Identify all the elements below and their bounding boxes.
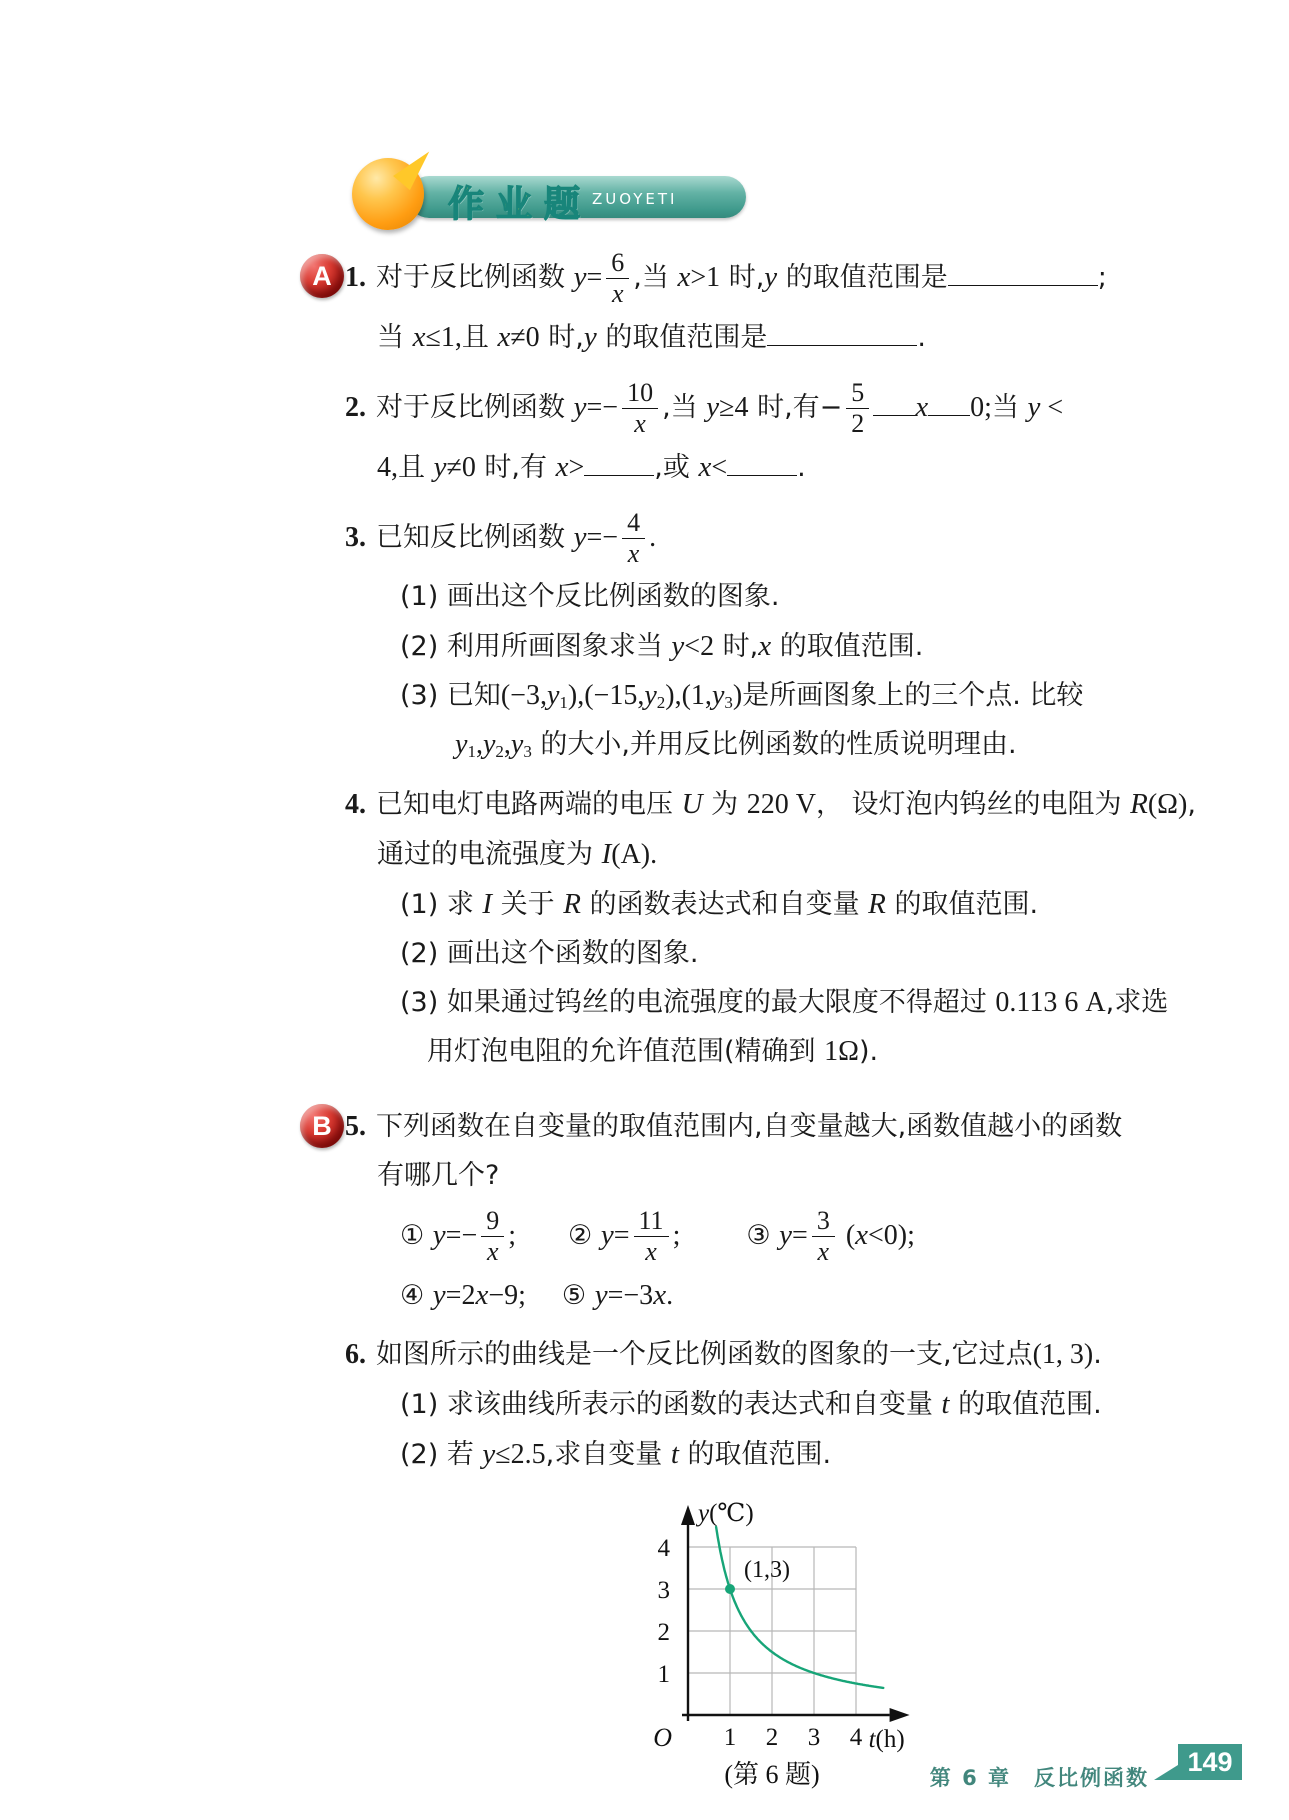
page-badge-triangle bbox=[1154, 1765, 1178, 1780]
problem-1-line-1 bbox=[300, 244, 1179, 314]
problem-6 bbox=[300, 1332, 1179, 1481]
problem-5-number: 5. bbox=[345, 1111, 366, 1142]
svg-text:2: 2 bbox=[765, 1724, 779, 1751]
problem-4-number: 4. bbox=[345, 789, 366, 820]
svg-text:4: 4 bbox=[849, 1724, 863, 1751]
problem-5-text-1: 下列函数在自变量的取值范围内,自变量越大,函数值越小的函数 bbox=[376, 1111, 1123, 1142]
problem-5-text-3: ① y=− $\frac{9}{x}$ ; ② y= $\frac{11}{x}$ ; ③ y= $\frac{3}{x}$ (x<0); bbox=[400, 1206, 915, 1266]
section-a-badge bbox=[300, 254, 344, 298]
page-number-badge bbox=[1178, 1744, 1242, 1780]
svg-text:t(h): t(h) bbox=[868, 1726, 905, 1753]
svg-text:O: O bbox=[653, 1723, 672, 1752]
problem-3-text-5: $y_1,y_2,y_3$ 的大小,并用反比例函数的性质说明理由. bbox=[455, 729, 1017, 762]
problem-3-text-4: (3) 已知$(-3,y_1),(-15,y_2),(1,y_3)$是所画图象上的三个点. 比较 bbox=[400, 680, 1084, 713]
problem-2-number: 2. bbox=[345, 392, 366, 423]
section-b bbox=[300, 1104, 1179, 1795]
problem-1-line-2 bbox=[300, 314, 1179, 364]
problem-3-text-3: (2) 利用所画图象求当 y<2 时,x 的取值范围. bbox=[400, 630, 924, 662]
svg-text:2: 2 bbox=[657, 1619, 670, 1646]
section-b-badge bbox=[300, 1104, 344, 1148]
svg-text:3: 3 bbox=[807, 1724, 821, 1751]
problem-6-text-3: (2) 若 y≤2.5,求自变量 t 的取值范围. bbox=[400, 1438, 832, 1470]
chapter-label: 第 6 章 反比例函数 bbox=[929, 1766, 1149, 1790]
problem-6-line-1 bbox=[300, 1332, 1179, 1381]
svg-text:(第 6 题): (第 6 题) bbox=[724, 1760, 820, 1789]
problem-3-line-1 bbox=[300, 504, 1179, 574]
problem-2-line-1 bbox=[300, 374, 1179, 444]
section-a-badge-letter: A bbox=[312, 260, 332, 291]
problem-4-text-5: (3) 如果通过钨丝的电流强度的最大限度不得超过 0.113 6 A,求选 bbox=[400, 987, 1169, 1018]
problem-4-item-3 bbox=[300, 980, 1179, 1029]
problem-5-line-2 bbox=[300, 1153, 1179, 1202]
problem-3-text-2: (1) 画出这个反比例函数的图象. bbox=[400, 581, 780, 612]
section-b-badge-letter: B bbox=[312, 1110, 332, 1141]
chart-figure-q6 bbox=[558, 1491, 1179, 1795]
problem-5-options-1 bbox=[300, 1202, 1179, 1272]
problem-2-line-2 bbox=[300, 444, 1179, 494]
problem-4-text-6: 用灯泡电阻的允许值范围(精确到 1Ω). bbox=[427, 1036, 879, 1067]
problem-4-item-1 bbox=[300, 881, 1179, 931]
problem-1-text-2: 当 x≤1,且 x≠0 时,y 的取值范围是 . bbox=[377, 321, 926, 353]
problem-4 bbox=[300, 781, 1196, 1078]
svg-text:(1,3): (1,3) bbox=[744, 1557, 790, 1583]
section-header bbox=[300, 150, 1179, 234]
problem-5-line-1 bbox=[300, 1104, 1179, 1153]
problem-6-item-2 bbox=[300, 1431, 1179, 1481]
problem-5-options-2 bbox=[300, 1272, 1179, 1322]
page-number: 149 bbox=[1187, 1746, 1233, 1777]
problem-3-item-3-cont bbox=[300, 722, 1179, 771]
svg-text:3: 3 bbox=[657, 1577, 670, 1604]
problem-3-item-3 bbox=[300, 673, 1179, 722]
header-title: 作业题 bbox=[448, 184, 593, 225]
problem-6-number: 6. bbox=[345, 1339, 366, 1370]
section-a bbox=[300, 244, 1196, 1078]
hyperbola-chart bbox=[558, 1491, 938, 1791]
svg-text:y(℃): y(℃) bbox=[698, 1500, 754, 1527]
problem-4-text-4: (2) 画出这个函数的图象. bbox=[400, 938, 699, 969]
svg-text:1: 1 bbox=[723, 1724, 737, 1751]
problem-2-text-2: 4,且 y≠0 时,有 x> ,或 x< . bbox=[377, 451, 806, 483]
problem-5 bbox=[300, 1104, 1179, 1322]
problem-4-text-3: (1) 求 I 关于 R 的函数表达式和自变量 R 的取值范围. bbox=[400, 888, 1039, 920]
problem-4-text-2: 通过的电流强度为 I(A). bbox=[377, 838, 658, 870]
problem-1-number: 1. bbox=[345, 262, 366, 293]
problem-2-text-1: 对于反比例函数 y=− $\frac{10}{x}$ ,当 y≥4 时,有− $\frac{5}{2}$ x 0;当 y < bbox=[376, 378, 1064, 438]
problem-6-item-1 bbox=[300, 1381, 1179, 1431]
svg-text:4: 4 bbox=[657, 1535, 670, 1562]
problem-6-text-2: (1) 求该曲线所表示的函数的表达式和自变量 t 的取值范围. bbox=[400, 1388, 1102, 1420]
problem-1-text-1: 对于反比例函数 y= $\frac{6}{x}$ ,当 x>1 时,y 的取值范围是 ; bbox=[376, 248, 1107, 308]
problem-3 bbox=[300, 504, 1179, 771]
problem-4-item-2 bbox=[300, 931, 1179, 980]
problem-6-text-1: 如图所示的曲线是一个反比例函数的图象的一支,它过点(1, 3). bbox=[376, 1339, 1102, 1370]
problem-1 bbox=[300, 244, 1179, 364]
problem-4-item-3-cont bbox=[300, 1029, 1179, 1078]
problem-5-text-4: ④ y=2x−9; ⑤ y=−3x. bbox=[400, 1279, 674, 1311]
problem-3-item-1 bbox=[300, 574, 1179, 623]
problem-4-line-1 bbox=[300, 781, 1196, 831]
problem-3-number: 3. bbox=[345, 522, 366, 553]
problem-4-text-1: 已知电灯电路两端的电压 U 为 220 V， 设灯泡内钨丝的电阻为 R(Ω), bbox=[376, 788, 1196, 820]
problem-4-line-2 bbox=[300, 831, 1179, 881]
problem-3-text-1: 已知反比例函数 y=− $\frac{4}{x}$ . bbox=[376, 508, 657, 568]
problem-2 bbox=[300, 374, 1179, 494]
svg-text:1: 1 bbox=[657, 1661, 670, 1688]
header-subtitle: ZUOYETI bbox=[592, 190, 678, 208]
problem-5-text-2: 有哪几个? bbox=[377, 1160, 500, 1191]
problem-3-item-2 bbox=[300, 623, 1179, 673]
